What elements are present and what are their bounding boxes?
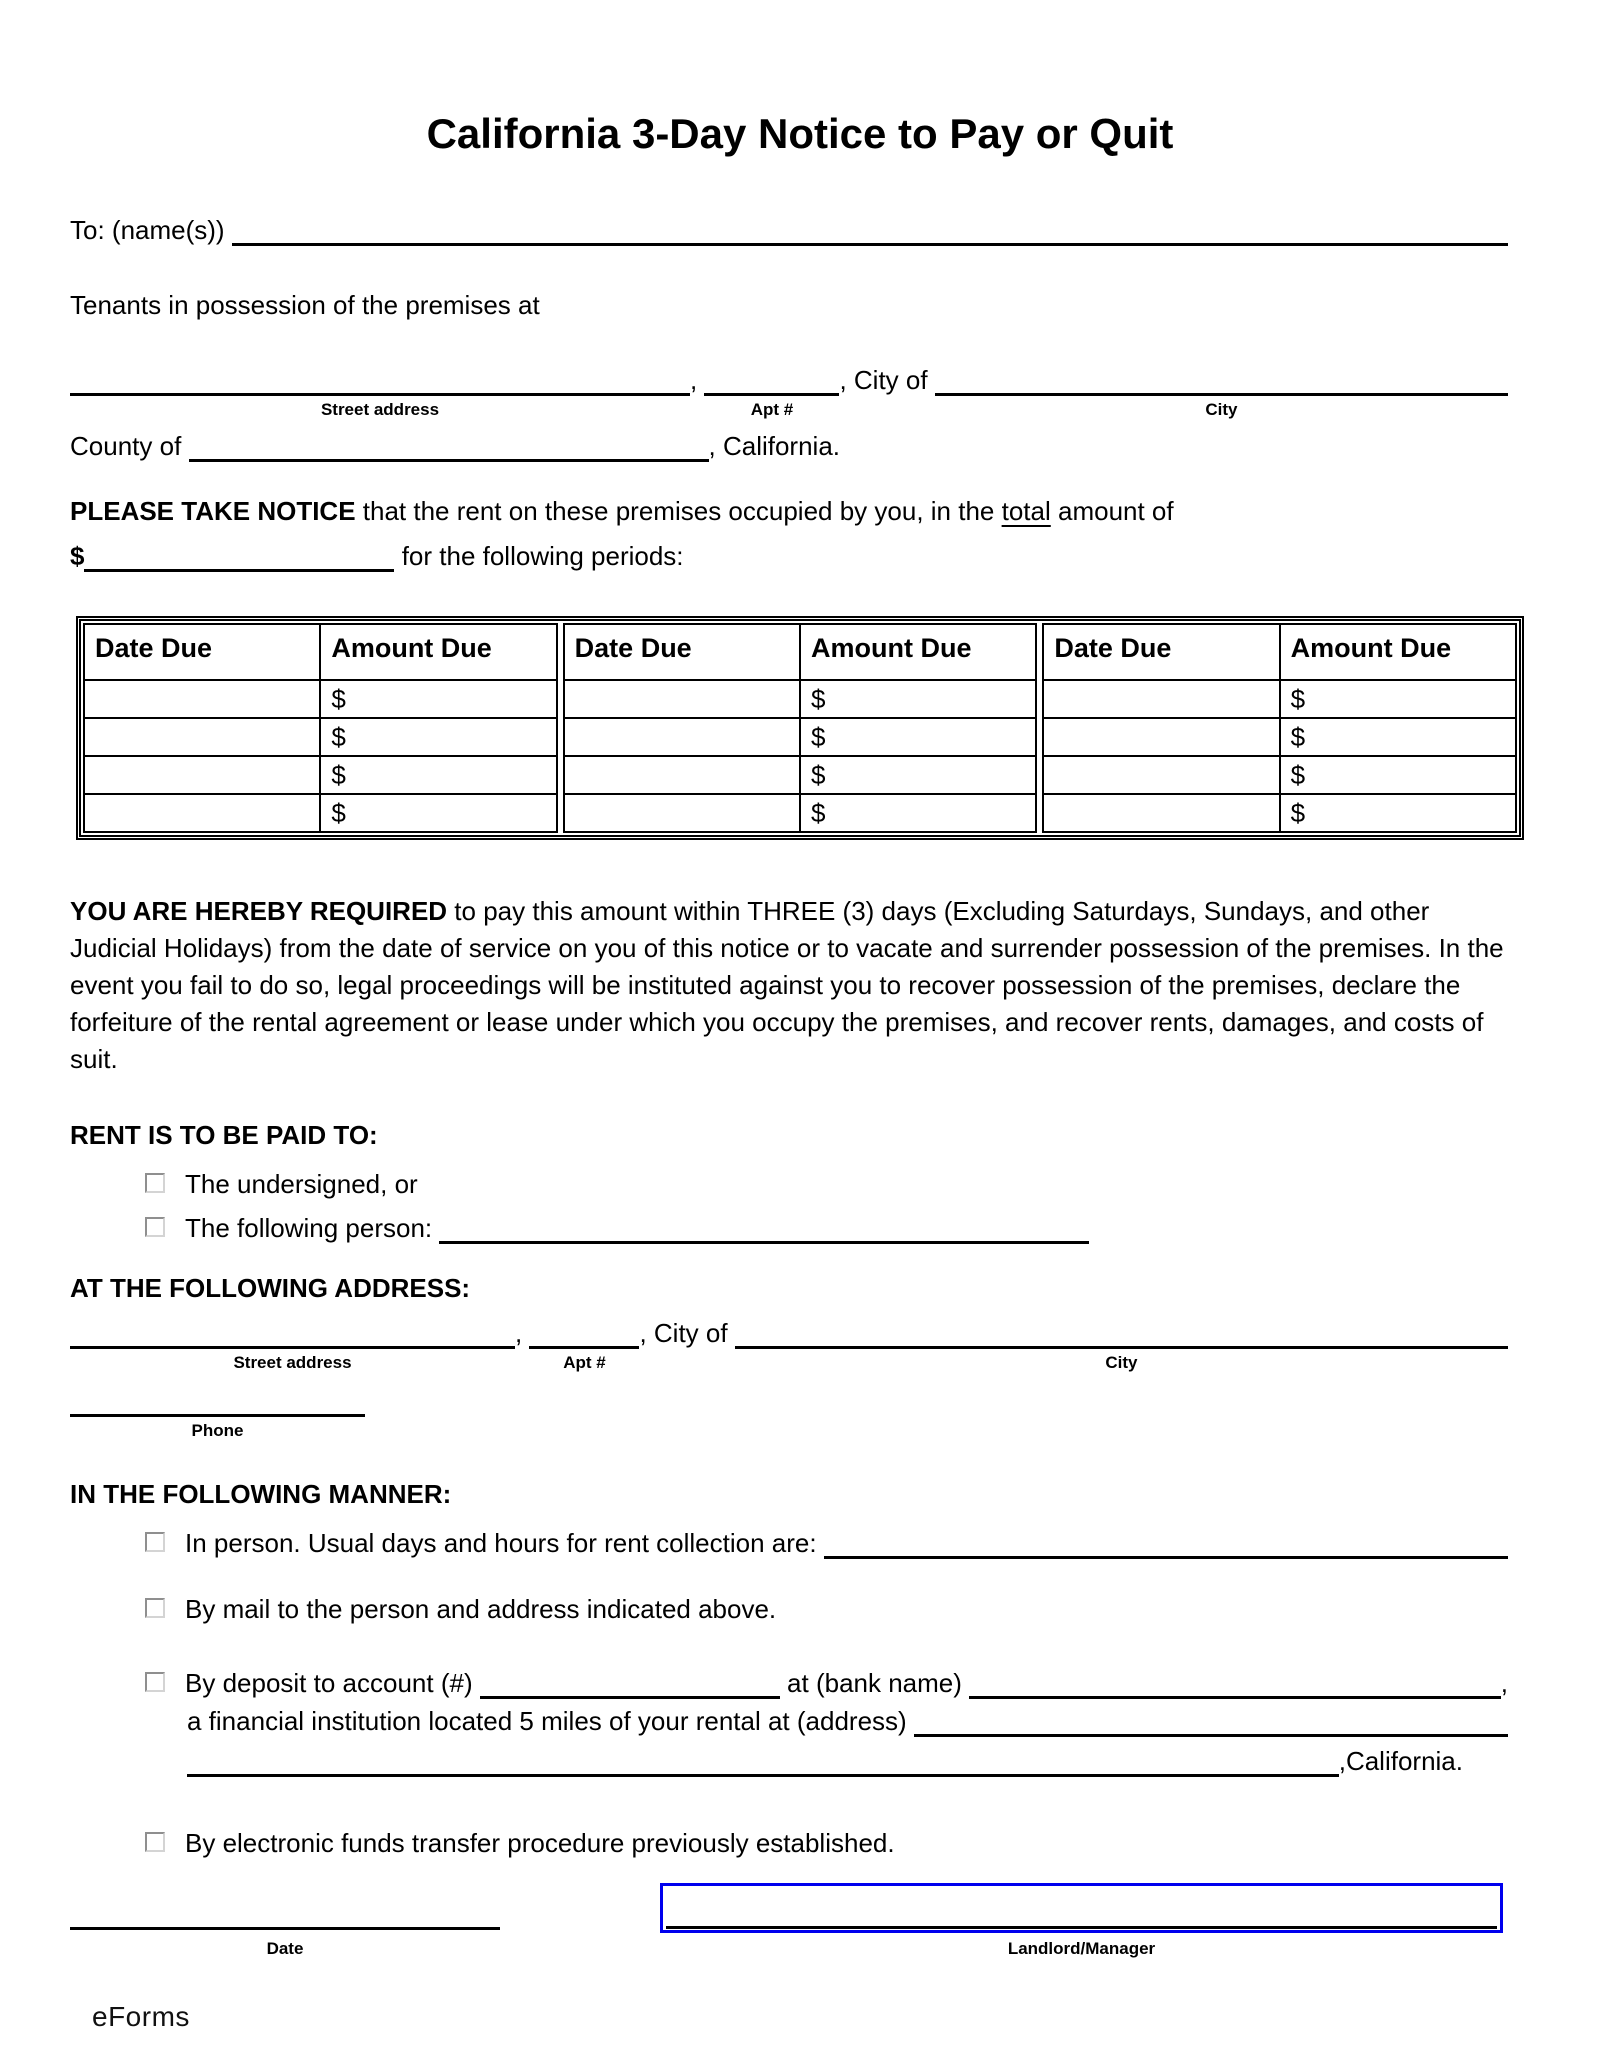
premises-street-label: Street address bbox=[320, 400, 440, 419]
premises-city-field[interactable] bbox=[935, 362, 1508, 396]
paid-to-heading: RENT IS TO BE PAID TO: bbox=[70, 1120, 378, 1150]
table-row bbox=[564, 680, 1037, 718]
comma-separator: , bbox=[690, 365, 705, 395]
date-due-cell[interactable] bbox=[564, 794, 800, 832]
option-deposit-line-1 bbox=[70, 1661, 1508, 1699]
by-mail-checkbox[interactable] bbox=[145, 1598, 165, 1618]
date-due-cell[interactable] bbox=[84, 680, 320, 718]
total-amount-field[interactable] bbox=[84, 542, 394, 572]
dollar-sign: $ bbox=[811, 759, 826, 790]
dollar-sign: $ bbox=[331, 721, 346, 752]
deposit-label: By deposit to account (#) bbox=[185, 1668, 480, 1698]
premises-street-field[interactable] bbox=[70, 362, 690, 396]
phone-field[interactable] bbox=[70, 1383, 365, 1417]
by-mail-label: By mail to the person and address indicated above. bbox=[185, 1594, 777, 1624]
date-due-cell[interactable] bbox=[564, 718, 800, 756]
dollar-sign: $ bbox=[1290, 759, 1306, 790]
table-row bbox=[564, 718, 1037, 756]
date-due-cell[interactable] bbox=[1043, 794, 1279, 832]
payment-address-row bbox=[70, 1315, 1508, 1377]
account-number-field[interactable] bbox=[480, 1665, 780, 1699]
required-lead: YOU ARE HEREBY REQUIRED bbox=[70, 896, 448, 926]
rent-table-group-3 bbox=[1042, 623, 1517, 833]
amount-due-cell[interactable] bbox=[1280, 756, 1516, 794]
electronic-transfer-checkbox[interactable] bbox=[145, 1832, 165, 1852]
premises-apt-field[interactable] bbox=[704, 362, 839, 396]
eforms-brand: eForms bbox=[92, 2001, 190, 2032]
deposit-line2-text: a financial institution located 5 miles of your rental at (address) bbox=[187, 1706, 914, 1736]
option-following-person bbox=[70, 1206, 1508, 1244]
dollar-sign: $ bbox=[1290, 721, 1306, 752]
dollar-sign: $ bbox=[331, 797, 346, 828]
following-person-label: The following person: bbox=[185, 1213, 440, 1243]
following-person-checkbox[interactable] bbox=[145, 1217, 165, 1237]
amount-due-cell[interactable] bbox=[1280, 794, 1516, 832]
to-line bbox=[70, 212, 1508, 246]
date-due-cell[interactable] bbox=[564, 756, 800, 794]
amount-due-cell[interactable] bbox=[800, 680, 1036, 718]
dollar-sign: $ bbox=[811, 683, 826, 714]
county-field[interactable] bbox=[189, 428, 709, 462]
payment-street-col bbox=[70, 1315, 515, 1377]
undersigned-label: The undersigned, or bbox=[185, 1169, 418, 1199]
table-row bbox=[564, 756, 1037, 794]
dollar-sign: $ bbox=[70, 541, 85, 571]
payment-apt-field[interactable] bbox=[529, 1315, 639, 1349]
amount-due-header: Amount Due bbox=[320, 624, 556, 680]
payment-city-field[interactable] bbox=[735, 1315, 1508, 1349]
date-due-cell[interactable] bbox=[84, 718, 320, 756]
dollar-sign: $ bbox=[811, 797, 826, 828]
notice-lead: PLEASE TAKE NOTICE bbox=[70, 496, 356, 526]
premises-apt-col bbox=[704, 362, 839, 424]
collection-hours-field[interactable] bbox=[824, 1525, 1508, 1559]
electronic-label: By electronic funds transfer procedure previously established. bbox=[185, 1828, 895, 1858]
amount-due-cell[interactable] bbox=[800, 756, 1036, 794]
table-row bbox=[1043, 718, 1516, 756]
dollar-sign: $ bbox=[331, 759, 346, 790]
option-electronic bbox=[70, 1821, 1508, 1859]
premises-city-label: City bbox=[1205, 400, 1238, 419]
institution-address-field[interactable] bbox=[914, 1703, 1508, 1737]
table-row bbox=[1043, 680, 1516, 718]
amount-due-header: Amount Due bbox=[1280, 624, 1516, 680]
county-suffix: , California. bbox=[708, 431, 841, 461]
date-due-header: Date Due bbox=[1043, 624, 1279, 680]
premises-street-col bbox=[70, 362, 690, 424]
dollar-sign: $ bbox=[331, 683, 346, 714]
table-row bbox=[1043, 756, 1516, 794]
tenants-line: Tenants in possession of the premises at bbox=[70, 290, 540, 320]
table-row bbox=[564, 794, 1037, 832]
address-section bbox=[70, 1273, 1508, 1445]
page-title: California 3-Day Notice to Pay or Quit bbox=[426, 110, 1174, 157]
dollar-sign: $ bbox=[1290, 797, 1306, 828]
rent-table-group-2 bbox=[563, 623, 1038, 833]
california-suffix: ,California. bbox=[1338, 1746, 1463, 1776]
amount-due-cell[interactable] bbox=[320, 794, 556, 832]
institution-address-field-2[interactable] bbox=[187, 1743, 1339, 1777]
phone-col bbox=[70, 1383, 365, 1445]
amount-due-cell[interactable] bbox=[1280, 680, 1516, 718]
date-due-cell[interactable] bbox=[1043, 756, 1279, 794]
date-due-cell[interactable] bbox=[84, 794, 320, 832]
bank-name-field[interactable] bbox=[969, 1665, 1501, 1699]
in-person-label: In person. Usual days and hours for rent collection are: bbox=[185, 1528, 824, 1558]
dollar-sign: $ bbox=[1290, 683, 1306, 714]
total-underlined: total bbox=[1001, 496, 1051, 526]
payment-apt-col bbox=[529, 1315, 639, 1377]
landlord-signature-field[interactable] bbox=[660, 1883, 1503, 1933]
premises-apt-label: Apt # bbox=[750, 400, 794, 419]
table-row bbox=[1043, 794, 1516, 832]
amount-due-cell[interactable] bbox=[320, 756, 556, 794]
required-paragraph: YOU ARE HEREBY REQUIRED to pay this amount within THREE (3) days (Excluding Saturdays, Sundays, and other Judicial Holidays) from the date of service on you of this notice or to vacate and surrender possession of the premises. In the event you fail to do so, legal proceedings will be instituted against you to recover possession of the premises, declare the forfeiture of the rental agreement or lease under which you occupy the premises, and recover rents, damages, and costs of suit. bbox=[70, 896, 1511, 1074]
option-by-mail bbox=[70, 1587, 1508, 1625]
manner-section bbox=[70, 1479, 1508, 1859]
payment-apt-label: Apt # bbox=[563, 1353, 606, 1372]
dollar-sign: $ bbox=[811, 721, 826, 752]
to-label: To: (name(s)) bbox=[70, 215, 232, 245]
manner-heading: IN THE FOLLOWING MANNER: bbox=[70, 1479, 452, 1509]
city-of-text: , City of bbox=[839, 365, 935, 395]
paid-to-section bbox=[70, 1120, 1508, 1244]
deposit-checkbox[interactable] bbox=[145, 1672, 165, 1692]
rent-periods-table bbox=[76, 616, 1524, 840]
option-in-person bbox=[70, 1521, 1508, 1559]
following-person-field[interactable] bbox=[439, 1210, 1089, 1244]
phone-label: Phone bbox=[191, 1421, 244, 1440]
option-deposit-line-3 bbox=[70, 1739, 1508, 1777]
rent-table-group-1 bbox=[83, 623, 558, 833]
amount-due-header: Amount Due bbox=[800, 624, 1036, 680]
comma-separator: , bbox=[515, 1318, 530, 1348]
table-row bbox=[84, 680, 557, 718]
bank-name-text: at (bank name) bbox=[779, 1668, 970, 1698]
city-of-text: , City of bbox=[639, 1318, 735, 1348]
amount-due-cell[interactable] bbox=[800, 718, 1036, 756]
payment-street-label: Street address bbox=[233, 1353, 352, 1372]
date-due-cell[interactable] bbox=[84, 756, 320, 794]
amount-due-cell[interactable] bbox=[320, 680, 556, 718]
notice-line-1: PLEASE TAKE NOTICE that the rent on these premises occupied by you, in the total amount of bbox=[70, 496, 1174, 526]
tenant-names-field[interactable] bbox=[232, 212, 1508, 246]
county-line bbox=[70, 428, 1508, 462]
in-person-checkbox[interactable] bbox=[145, 1532, 165, 1552]
option-deposit-line-2 bbox=[70, 1699, 1508, 1737]
table-row bbox=[84, 718, 557, 756]
payment-city-label: City bbox=[1105, 1353, 1138, 1372]
option-undersigned bbox=[70, 1162, 1508, 1200]
amount-due-cell[interactable] bbox=[800, 794, 1036, 832]
date-label: Date bbox=[266, 1939, 304, 1958]
landlord-manager-label: Landlord/Manager bbox=[1007, 1939, 1156, 1958]
signature-section bbox=[0, 1883, 1600, 2043]
date-due-cell[interactable] bbox=[564, 680, 800, 718]
undersigned-checkbox[interactable] bbox=[145, 1173, 165, 1193]
payment-city-col bbox=[735, 1315, 1508, 1377]
county-prefix: County of bbox=[70, 431, 189, 461]
date-signature-line[interactable] bbox=[70, 1927, 500, 1930]
table-row bbox=[84, 794, 557, 832]
premises-address-row bbox=[70, 362, 1508, 424]
amount-due-cell[interactable] bbox=[320, 718, 556, 756]
premises-city-col bbox=[935, 362, 1508, 424]
amount-due-cell[interactable] bbox=[1280, 718, 1516, 756]
date-due-cell[interactable] bbox=[1043, 680, 1279, 718]
date-due-header: Date Due bbox=[84, 624, 320, 680]
table-row bbox=[84, 756, 557, 794]
landlord-signature-line bbox=[666, 1926, 1497, 1929]
trailing-comma: , bbox=[1500, 1668, 1508, 1698]
date-due-header: Date Due bbox=[564, 624, 800, 680]
payment-street-field[interactable] bbox=[70, 1315, 515, 1349]
address-heading: AT THE FOLLOWING ADDRESS: bbox=[70, 1273, 471, 1303]
notice-paragraph bbox=[70, 496, 1508, 572]
notice-line-2: $ for the following periods: bbox=[70, 541, 684, 571]
date-due-cell[interactable] bbox=[1043, 718, 1279, 756]
